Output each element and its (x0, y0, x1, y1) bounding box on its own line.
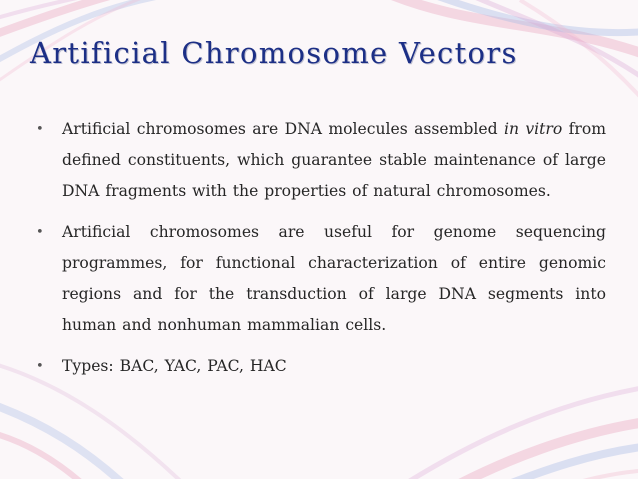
bullet-item (36, 217, 606, 341)
slide-title: Artificial Chromosome Vectors (30, 36, 518, 70)
bullet-item (36, 114, 606, 207)
bullet-italic-text: in vitro (503, 120, 563, 138)
bullet-text: Types: BAC, YAC, PAC, HAC (62, 357, 287, 375)
bullet-text: from defined constituents, which guarantee stable maintenance of large DNA fragments with the properties of natural chromosomes. (62, 120, 607, 200)
bullet-text: Artificial chromosomes are DNA molecules assembled (62, 120, 504, 138)
bullet-list (36, 114, 606, 392)
bullet-item (36, 351, 606, 382)
bullet-text: Artificial chromosomes are useful for genome sequencing programmes, for functional characterization of entire genomic regions and for the transduction of large DNA segments into human and nonhuman mammalian cells. (62, 223, 606, 334)
